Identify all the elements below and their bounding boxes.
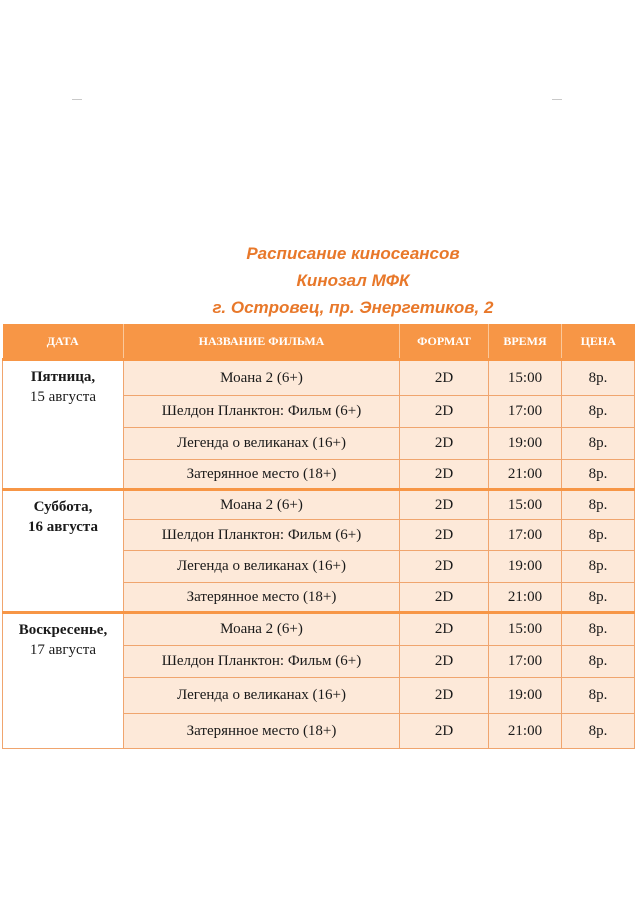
time-cell: 19:00 (489, 428, 562, 460)
column-header-price: ЦЕНА (562, 324, 635, 360)
price-cell: 8р. (562, 551, 635, 583)
date-cell (3, 490, 124, 613)
format-cell: 2D (400, 520, 489, 551)
format-cell: 2D (400, 646, 489, 678)
film-cell: Затерянное место (18+) (124, 460, 400, 490)
day-date: 15 августа (29, 389, 97, 405)
time-cell: 17:00 (489, 520, 562, 551)
time-cell: 19:00 (489, 551, 562, 583)
film-cell: Затерянное место (18+) (124, 583, 400, 613)
time-cell: 17:00 (489, 646, 562, 678)
film-cell: Затерянное место (18+) (124, 714, 400, 749)
day-name: Суббота, (33, 499, 93, 515)
price-cell: 8р. (562, 460, 635, 490)
column-header-date: ДАТА (3, 324, 124, 360)
film-cell: Моана 2 (6+) (124, 360, 400, 396)
format-cell: 2D (400, 428, 489, 460)
price-cell: 8р. (562, 520, 635, 551)
format-cell: 2D (400, 583, 489, 613)
column-header-film: НАЗВАНИЕ ФИЛЬМА (124, 324, 400, 360)
film-cell: Моана 2 (6+) (124, 490, 400, 520)
day-name: Пятница, (30, 369, 96, 385)
film-cell: Моана 2 (6+) (124, 613, 400, 646)
film-cell: Шелдон Планктон: Фильм (6+) (124, 520, 400, 551)
day-name: Воскресенье, (18, 622, 108, 638)
film-cell: Шелдон Планктон: Фильм (6+) (124, 646, 400, 678)
time-cell: 21:00 (489, 714, 562, 749)
price-cell: 8р. (562, 490, 635, 520)
column-header-time: ВРЕМЯ (489, 324, 562, 360)
schedule-title (0, 240, 636, 321)
column-header-format: ФОРМАТ (400, 324, 489, 360)
page-corner-mark-left (72, 99, 82, 100)
film-cell: Легенда о великанах (16+) (124, 551, 400, 583)
price-cell: 8р. (562, 714, 635, 749)
table-row (3, 490, 635, 520)
table-row (3, 613, 635, 646)
date-cell (3, 360, 124, 490)
price-cell: 8р. (562, 583, 635, 613)
format-cell: 2D (400, 678, 489, 714)
film-cell: Шелдон Планктон: Фильм (6+) (124, 396, 400, 428)
price-cell: 8р. (562, 428, 635, 460)
time-cell: 17:00 (489, 396, 562, 428)
price-cell: 8р. (562, 360, 635, 396)
title-line-3: г. Островец, пр. Энергетиков, 2 (212, 298, 494, 317)
time-cell: 21:00 (489, 583, 562, 613)
format-cell: 2D (400, 551, 489, 583)
title-line-2: Кинозал МФК (296, 271, 410, 290)
price-cell: 8р. (562, 396, 635, 428)
table-row (3, 360, 635, 396)
time-cell: 15:00 (489, 490, 562, 520)
time-cell: 21:00 (489, 460, 562, 490)
day-date: 16 августа (28, 519, 98, 535)
format-cell: 2D (400, 490, 489, 520)
price-cell: 8р. (562, 646, 635, 678)
format-cell: 2D (400, 360, 489, 396)
film-cell: Легенда о великанах (16+) (124, 678, 400, 714)
price-cell: 8р. (562, 678, 635, 714)
title-line-1: Расписание киносеансов (246, 244, 460, 263)
format-cell: 2D (400, 460, 489, 490)
date-cell (3, 613, 124, 749)
time-cell: 15:00 (489, 360, 562, 396)
time-cell: 15:00 (489, 613, 562, 646)
format-cell: 2D (400, 613, 489, 646)
format-cell: 2D (400, 714, 489, 749)
day-date: 17 августа (29, 642, 97, 658)
schedule-table (2, 324, 635, 749)
film-cell: Легенда о великанах (16+) (124, 428, 400, 460)
format-cell: 2D (400, 396, 489, 428)
page-corner-mark-right (552, 99, 562, 100)
schedule-body (3, 360, 635, 749)
price-cell: 8р. (562, 613, 635, 646)
time-cell: 19:00 (489, 678, 562, 714)
table-header-row (3, 324, 635, 360)
